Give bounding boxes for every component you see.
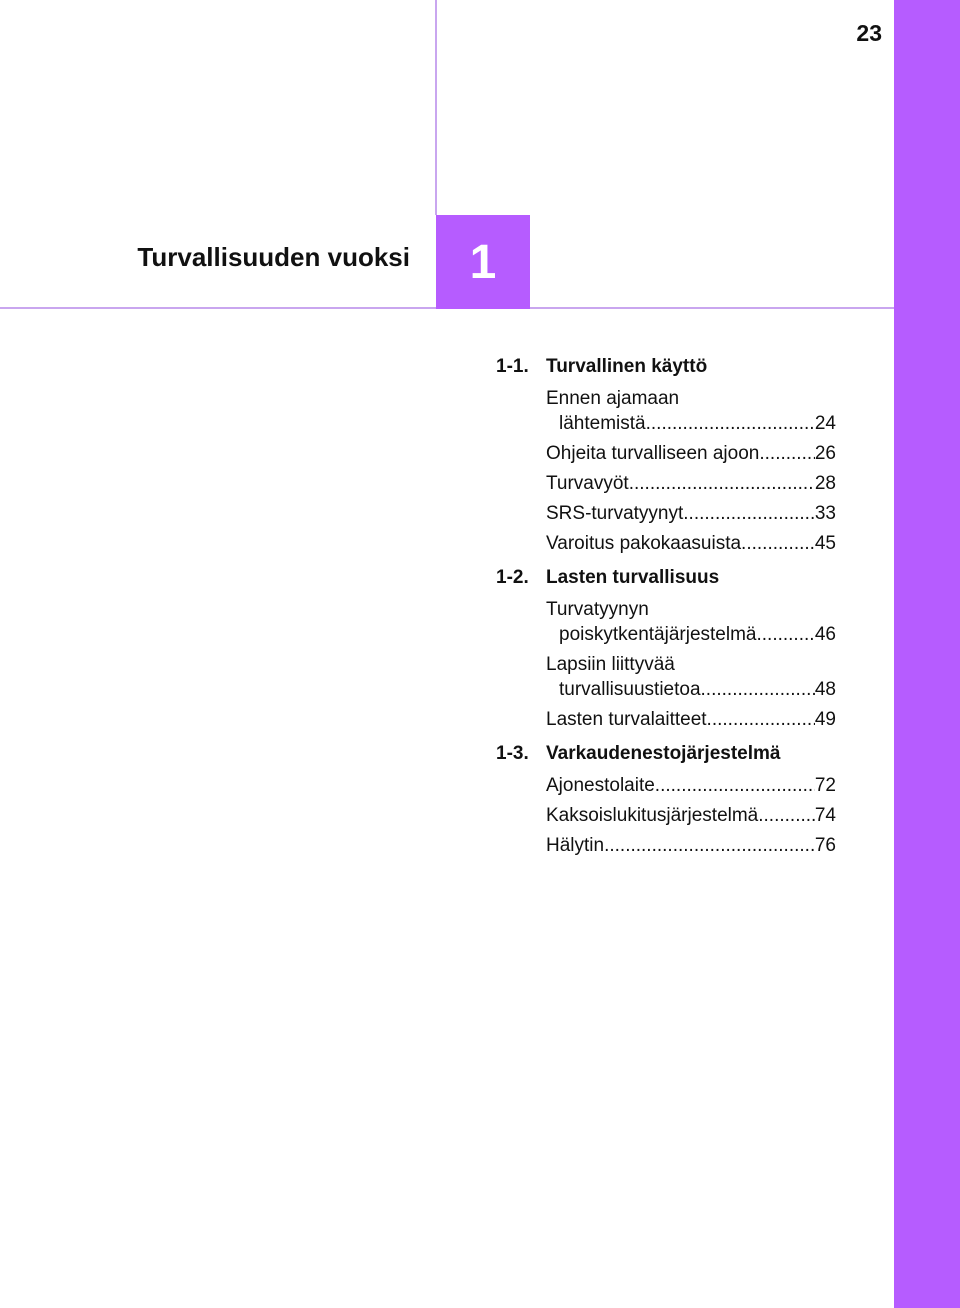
toc-entry-row xyxy=(546,677,836,703)
toc-entry-page: 24 xyxy=(814,413,836,434)
dot-leader xyxy=(758,803,815,828)
toc-entry-text: Ohjeita turvalliseen ajoon xyxy=(546,443,760,464)
toc-entry[interactable] xyxy=(546,593,836,648)
dot-leader xyxy=(655,773,815,798)
toc-entry-first-line: Lapsiin liittyvää xyxy=(546,654,675,675)
section-number: 1-1. xyxy=(496,356,529,377)
toc-section-heading[interactable] xyxy=(496,739,836,769)
section-title: Turvallinen käyttö xyxy=(546,356,708,377)
section-title: Lasten turvallisuus xyxy=(546,567,720,588)
toc-entry-page: 72 xyxy=(814,775,836,796)
toc-entry-text: Kaksoislukitusjärjestelmä xyxy=(546,805,759,826)
toc-entry-row xyxy=(546,437,836,467)
toc-entry-text: Varoitus pakokaasuista xyxy=(546,533,742,554)
toc-section-heading[interactable] xyxy=(496,563,836,593)
toc-entry-page: 49 xyxy=(814,709,836,730)
toc-entry-text: turvallisuustietoa xyxy=(559,679,701,700)
toc-entry-page: 45 xyxy=(814,533,836,554)
dot-leader xyxy=(707,707,815,732)
chapter-number-box: 1 xyxy=(436,215,530,309)
toc-entry-row xyxy=(546,769,836,799)
toc-entry-page: 28 xyxy=(814,473,836,494)
toc-entry-page: 46 xyxy=(814,624,836,645)
page-number: 23 xyxy=(856,20,882,46)
toc-entry-text: SRS-turvatyynyt xyxy=(546,503,684,524)
toc-entry[interactable] xyxy=(546,497,836,527)
toc-entry-row xyxy=(546,799,836,829)
toc-entry-page: 26 xyxy=(814,443,836,464)
section-title: Varkaudenestojärjestelmä xyxy=(546,743,781,764)
toc-entry-text: Turvavyöt xyxy=(546,473,629,494)
toc-entry[interactable] xyxy=(546,467,836,497)
toc-entry-text: lähtemistä xyxy=(559,413,646,434)
toc-entry-row xyxy=(546,467,836,497)
dot-leader xyxy=(683,501,815,526)
toc-entry-text: poiskytkentäjärjestelmä xyxy=(559,624,757,645)
toc-entry-row xyxy=(546,829,836,859)
toc-entry[interactable] xyxy=(546,799,836,829)
toc-entry[interactable] xyxy=(546,527,836,557)
toc-entry-text: Hälytin xyxy=(546,835,605,856)
toc-entry-row xyxy=(546,411,836,437)
dot-leader xyxy=(759,441,815,466)
toc-entry[interactable] xyxy=(546,769,836,799)
toc-entry-page: 48 xyxy=(814,679,836,700)
toc-entry[interactable] xyxy=(546,382,836,437)
chapter-side-tab xyxy=(894,0,960,1308)
toc-entry-row xyxy=(546,703,836,733)
toc-entry[interactable] xyxy=(546,648,836,703)
toc-entry-page: 74 xyxy=(814,805,836,826)
dot-leader xyxy=(629,471,815,496)
toc-entry[interactable] xyxy=(546,437,836,467)
toc-entry-row xyxy=(546,497,836,527)
table-of-contents xyxy=(496,352,836,859)
toc-entry-page: 33 xyxy=(814,503,836,524)
toc-entry-row xyxy=(546,622,836,648)
toc-section-heading[interactable] xyxy=(496,352,836,382)
toc-entry-row xyxy=(546,527,836,557)
section-number: 1-2. xyxy=(496,567,529,588)
dot-leader xyxy=(646,411,815,436)
toc-entry[interactable] xyxy=(546,829,836,859)
section-number: 1-3. xyxy=(496,743,529,764)
toc-entry-page: 76 xyxy=(814,835,836,856)
toc-entry-text: Ajonestolaite xyxy=(546,775,655,796)
vertical-divider xyxy=(435,0,437,215)
toc-entry-first-line: Turvatyynyn xyxy=(546,599,649,620)
toc-entry-first-line: Ennen ajamaan xyxy=(546,388,680,409)
dot-leader xyxy=(604,833,815,858)
toc-entry-text: Lasten turvalaitteet xyxy=(546,709,707,730)
dot-leader xyxy=(756,622,814,647)
dot-leader xyxy=(701,677,815,702)
dot-leader xyxy=(741,531,815,556)
chapter-title: Turvallisuuden vuoksi xyxy=(137,242,410,272)
toc-entry[interactable] xyxy=(546,703,836,733)
